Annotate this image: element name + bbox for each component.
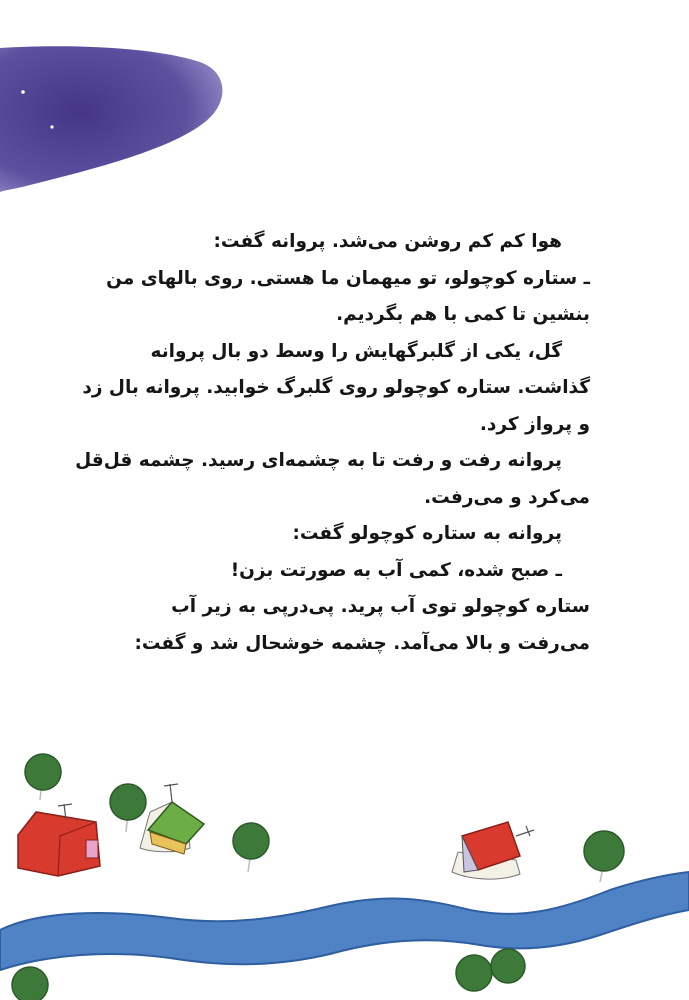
night-sky-illustration xyxy=(0,40,230,200)
house-icon xyxy=(18,804,100,876)
tree-icon xyxy=(110,784,146,832)
story-line: ـ صبح شده، کمی آب به صورتت بزن! xyxy=(230,559,562,581)
tree-icon xyxy=(456,949,525,991)
tree-icon xyxy=(233,823,269,872)
story-line: ـ ستاره کوچولو، تو میهمان ما هستی. روی بالهای من xyxy=(106,267,590,289)
star-icon xyxy=(21,90,25,94)
tree-icon xyxy=(584,831,624,882)
story-line: می‌رفت و بالا می‌آمد. چشمه خوشحال شد و گفت: xyxy=(134,632,590,654)
story-line: گل، یکی از گلبرگهایش را وسط دو بال پروانه xyxy=(150,340,562,362)
river xyxy=(0,872,689,970)
story-line: ستاره کوچولو توی آب پرید. پی‌درپی به زیر آب xyxy=(171,596,590,617)
landscape-illustration xyxy=(0,740,689,1000)
story-line: پروانه به ستاره کوچولو گفت: xyxy=(292,523,562,544)
sky-shape xyxy=(0,46,222,192)
house-icon xyxy=(140,784,204,854)
story-line: گذاشت. ستاره کوچولو روی گلبرگ خوابید. پروانه بال زد xyxy=(82,377,590,398)
story-line: پروانه رفت و رفت تا به چشمه‌ای رسید. چشمه قل‌قل xyxy=(75,450,562,471)
tree-icon xyxy=(12,967,48,1000)
story-line: بنشین تا کمی با هم بگردیم. xyxy=(336,304,590,325)
story-text xyxy=(30,224,590,662)
star-icon xyxy=(50,125,53,128)
house-icon xyxy=(452,822,534,879)
story-line: هوا کم کم روشن می‌شد. پروانه گفت: xyxy=(213,231,562,252)
story-line: و پرواز کرد. xyxy=(479,413,590,435)
tree-icon xyxy=(25,754,61,800)
story-line: می‌کرد و می‌رفت. xyxy=(424,486,590,508)
